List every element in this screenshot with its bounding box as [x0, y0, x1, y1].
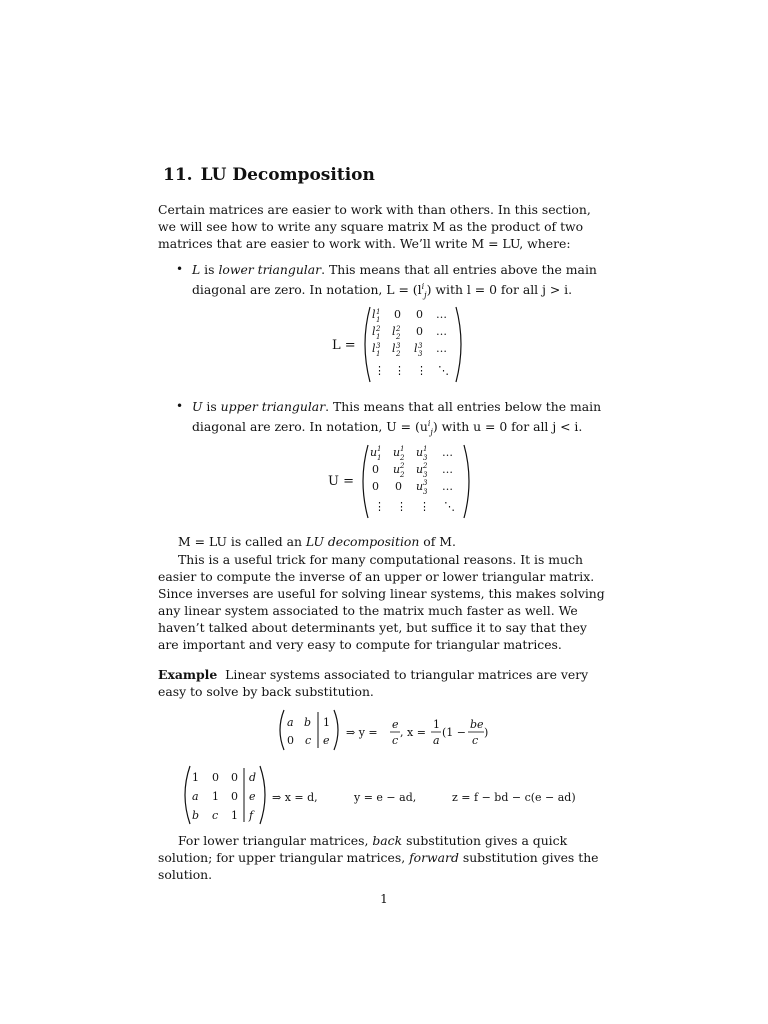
eq2-result: ⇒ x = d, [272, 791, 318, 804]
svg-text:3: 3 [423, 454, 428, 462]
svg-text:3: 3 [423, 488, 428, 496]
eq1-frac2-den: a [433, 734, 440, 747]
svg-text:⋮: ⋮ [416, 364, 427, 377]
svg-text:1: 1 [377, 454, 382, 462]
svg-text:…: … [436, 342, 447, 355]
equation-augmented-3x3 [178, 764, 598, 826]
svg-text:0: 0 [231, 790, 238, 803]
svg-text:⋱: ⋱ [444, 500, 455, 513]
svg-text:1: 1 [212, 790, 219, 803]
svg-text:l: l [372, 325, 376, 338]
svg-text:c: c [305, 734, 312, 747]
svg-text:1: 1 [376, 316, 381, 324]
svg-text:0: 0 [395, 480, 402, 493]
svg-text:u: u [416, 480, 424, 493]
svg-text:…: … [436, 308, 447, 321]
eq1-frac3-num: be [470, 718, 484, 731]
lu-line-post: of M. [419, 534, 456, 549]
eq1-frac2-num: 1 [433, 718, 440, 731]
term-lu-decomposition: LU decomposition [305, 534, 420, 549]
eq2-z-part: z = f − bd − c(e − ad) [452, 791, 576, 804]
final-p2: substitution gives a quick solution; for upper triangular matrices, [158, 833, 568, 865]
svg-text:1: 1 [376, 308, 381, 316]
eq1-close: ) [484, 726, 489, 739]
bullet-marker: • [176, 399, 184, 413]
bullet-lower-text: L is lower triangular. This means that all entries above the main diagonal are zero. In notation, $L = (l^i_j)$ with l = 0 for all j > i. [192, 262, 597, 300]
svg-text:2: 2 [396, 333, 401, 341]
matrix-L-label: L = [332, 338, 356, 353]
page-number: 1 [380, 892, 388, 906]
svg-text:e: e [249, 790, 256, 803]
svg-text:0: 0 [372, 480, 379, 493]
svg-text:2: 2 [400, 454, 405, 462]
svg-text:2: 2 [400, 471, 405, 479]
svg-text:⋮: ⋮ [396, 500, 407, 513]
symbol-U: U [192, 399, 203, 414]
svg-text:0: 0 [212, 771, 219, 784]
example-paragraph [158, 666, 610, 700]
svg-text:u: u [393, 463, 401, 476]
svg-text:c: c [212, 809, 219, 822]
bullet-lower-body: . This means that all entries above the main diagonal are zero. In notation, L = (l [192, 262, 597, 298]
eq1-arrow: ⇒ y = [346, 726, 378, 739]
svg-text:…: … [436, 325, 447, 338]
eq2-y-part: y = e − ad, [354, 791, 417, 804]
is-text: is [202, 399, 221, 414]
svg-text:1: 1 [376, 333, 381, 341]
bullet-upper-tail: ) with u = 0 for all j < i. [432, 419, 583, 435]
svg-text:u: u [416, 463, 424, 476]
section-title-text: LU Decomposition [200, 165, 375, 185]
svg-text:a: a [192, 790, 199, 803]
svg-text:u: u [416, 446, 424, 459]
svg-text:1: 1 [376, 350, 381, 358]
svg-text:l: l [392, 342, 396, 355]
svg-text:u: u [393, 446, 401, 459]
svg-text:3: 3 [396, 342, 401, 350]
svg-text:b: b [304, 716, 312, 729]
eq1-frac3-den: c [472, 734, 479, 747]
symbol-L: L [192, 262, 201, 277]
final-p1: For lower triangular matrices, [178, 833, 373, 848]
section-number: 11. [163, 165, 193, 185]
svg-text:0: 0 [394, 308, 401, 321]
svg-text:…: … [442, 446, 453, 459]
bullet-upper-body: . This means that all entries below the main diagonal are zero. In notation, U = (u [192, 399, 602, 435]
svg-text:d: d [249, 771, 257, 784]
svg-text:2: 2 [423, 462, 428, 470]
svg-text:1: 1 [400, 445, 405, 453]
svg-text:⋮: ⋮ [419, 500, 430, 513]
example-text: Linear systems associated to triangular matrices are very easy to solve by back substitution. [158, 667, 589, 699]
svg-text:f: f [249, 809, 254, 822]
svg-text:…: … [442, 463, 453, 476]
svg-text:3: 3 [418, 350, 423, 358]
final-paragraph [158, 832, 610, 883]
lu-line-pre: M = LU is called an [178, 534, 306, 549]
svg-text:2: 2 [396, 325, 401, 333]
svg-text:3: 3 [423, 471, 428, 479]
term-upper-triangular: upper triangular [220, 399, 326, 414]
bullet-marker: • [176, 262, 184, 276]
svg-text:0: 0 [416, 325, 423, 338]
section-title [163, 165, 375, 185]
svg-text:⋮: ⋮ [394, 364, 405, 377]
computational-reasons-paragraph: This is a useful trick for many computational reasons. It is much easier to compute the inverse of an upper or lower triangular matrix. Since inverses are useful for solving linear systems, this makes solving any linear system associated to the matrix much faster as well. We haven’t talked about determinants yet, but suffice it to say that they are important and very easy to compute for triangular matrices. [158, 552, 605, 652]
bullet-lower-tail: ) with l = 0 for all j > i. [426, 282, 573, 298]
svg-text:3: 3 [418, 342, 423, 350]
intro-paragraph: Certain matrices are easier to work with than others. In this section, we will see how to write any square matrix M as the product of two matrices that are easier to work with. We’ll write M = LU, where: [158, 202, 591, 251]
svg-text:l: l [392, 325, 396, 338]
svg-text:⋮: ⋮ [374, 364, 385, 377]
svg-text:u: u [370, 446, 378, 459]
svg-text:⋱: ⋱ [438, 364, 449, 377]
lu-definition-line [178, 533, 610, 550]
svg-text:…: … [442, 480, 453, 493]
svg-text:2: 2 [376, 325, 381, 333]
term-forward: forward [409, 850, 459, 865]
svg-text:3: 3 [423, 479, 428, 487]
svg-text:0: 0 [416, 308, 423, 321]
is-text: is [200, 262, 219, 277]
svg-text:1: 1 [192, 771, 199, 784]
svg-text:2: 2 [400, 462, 405, 470]
svg-text:1: 1 [377, 445, 382, 453]
svg-text:l: l [414, 342, 418, 355]
bullet-upper-text: U is upper triangular. This means that all entries below the main diagonal are zero. In notation, $U = (u^i_j)$ with u = 0 for all j < i. [192, 399, 602, 437]
svg-text:l: l [372, 308, 376, 321]
matrix-L [320, 302, 480, 388]
eq1-paren: (1 − [442, 726, 467, 739]
matrix-U [316, 440, 486, 524]
svg-text:a: a [287, 716, 294, 729]
svg-text:⋮: ⋮ [374, 500, 385, 513]
svg-text:1: 1 [323, 716, 330, 729]
eq1-frac1-den: c [392, 734, 399, 747]
final-p3: substitution gives the solution. [158, 850, 599, 882]
svg-text:l: l [372, 342, 376, 355]
equation-back-substitution [270, 708, 510, 752]
svg-text:2: 2 [396, 350, 401, 358]
svg-text:0: 0 [372, 463, 379, 476]
svg-text:3: 3 [376, 342, 381, 350]
matrix-U-label: U = [328, 474, 354, 489]
svg-text:0: 0 [287, 734, 294, 747]
eq1-frac1-num: e [392, 718, 399, 731]
eq1-x-part: , x = [400, 726, 426, 739]
svg-text:b: b [192, 809, 200, 822]
example-label: Example [158, 667, 218, 682]
svg-text:1: 1 [423, 445, 428, 453]
svg-text:0: 0 [231, 771, 238, 784]
svg-text:1: 1 [231, 809, 238, 822]
svg-text:e: e [323, 734, 330, 747]
term-lower-triangular: lower triangular [218, 262, 322, 277]
term-back: back [372, 833, 403, 848]
